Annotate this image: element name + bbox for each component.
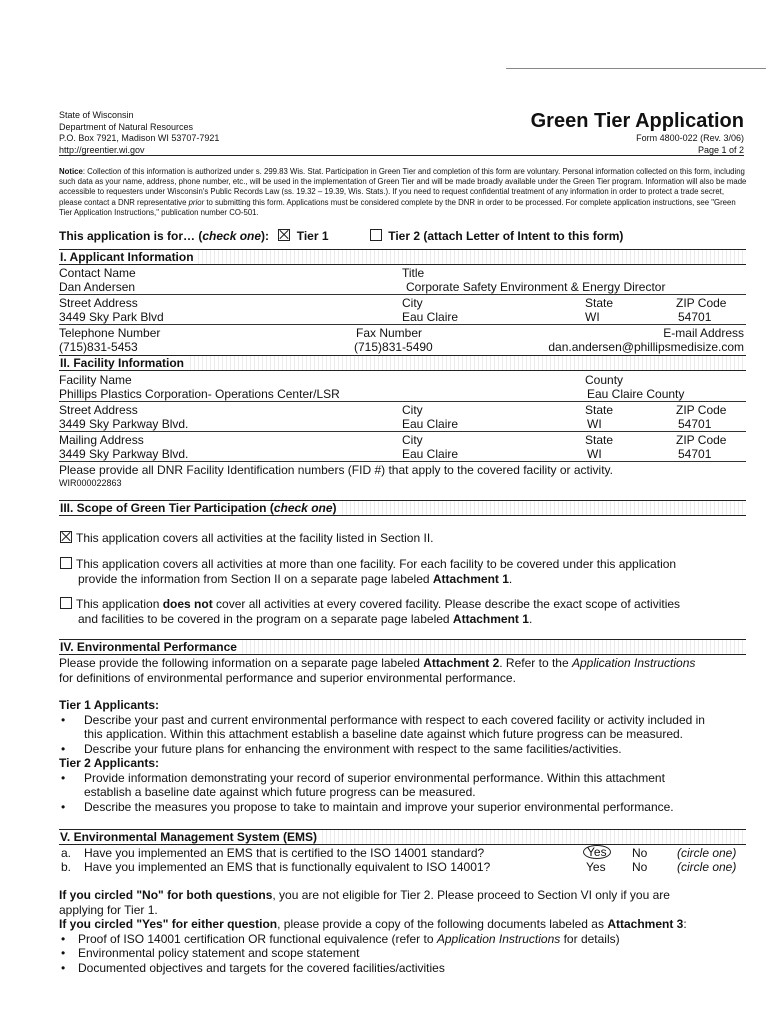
tier-applicants-block — [59, 698, 749, 814]
agency-line: P.O. Box 7921, Madison WI 53707-7921 — [59, 133, 220, 143]
mailing-state-label: State — [585, 433, 614, 447]
agency-url[interactable]: http://greentier.wi.gov — [59, 144, 145, 155]
facility-state-value[interactable]: WI — [587, 417, 602, 431]
question-a-letter: a. — [61, 846, 72, 860]
scope-option-1 — [59, 531, 749, 546]
facility-name-label: Facility Name — [59, 373, 132, 387]
scope-option-2-checkbox[interactable] — [60, 557, 72, 569]
facility-city-value[interactable]: Eau Claire — [402, 417, 459, 431]
notice-paragraph — [59, 167, 747, 218]
tier1-bullet-1 — [59, 713, 749, 742]
scope-option-1-text: This application covers all activities at the facility listed in Section II. — [76, 531, 434, 545]
scope-option-3-bold: does not — [162, 597, 213, 611]
facility-name-value[interactable]: Phillips Plastics Corporation- Operations Center/LSR — [59, 387, 340, 401]
mailing-city-value[interactable]: Eau Claire — [402, 447, 459, 461]
attachment-1-ref: Attachment 1 — [432, 571, 509, 586]
header-rule — [59, 155, 744, 156]
email-value[interactable]: dan.andersen@phillipsmedisize.com — [548, 340, 744, 354]
facility-street-label: Street Address — [59, 403, 138, 417]
zip-label: ZIP Code — [676, 296, 727, 310]
mailing-address-value[interactable]: 3449 Sky Parkway Blvd. — [59, 447, 189, 461]
doc-1-italic: Application Instructions — [436, 931, 561, 946]
question-a-yes-circled[interactable] — [583, 845, 611, 859]
section-2-title: II. Facility Information — [59, 356, 188, 370]
city-label: City — [402, 296, 423, 310]
doc-bullet-1 — [59, 932, 749, 947]
application-type-row — [59, 229, 623, 243]
section-3-heading — [59, 500, 746, 516]
doc-bullet-3: • Documented objectives and targets for the covered facilities/activities — [59, 961, 749, 976]
notice-text-2: to submitting this form. Applications must be considered complete by the DNR in order to be processed. For complete application instructions, see "Green Tier Application Instructions," publication number CO-501. — [59, 197, 736, 217]
mailing-zip-label: ZIP Code — [676, 433, 727, 447]
tier1-bullet-1-line-b: this application. Within this attachment establish a baseline date against which future progress can be measured. — [84, 727, 684, 741]
phone-value[interactable]: (715)831-5453 — [59, 340, 138, 354]
tier2-bullet-2: • Describe the measures you propose to take to maintain and improve your superior environmental performance. — [59, 800, 749, 815]
no-both-text: , you are not eligible for Tier 2. Please proceed to Section VI only if you are — [272, 888, 670, 902]
state-value[interactable]: WI — [585, 310, 600, 324]
scope-option-2-text: This application covers all activities at more than one facility. For each facility to be covered under this application — [76, 557, 677, 571]
scope-option-2-end: . — [508, 571, 513, 586]
mailing-state-value[interactable]: WI — [587, 447, 602, 461]
section-4-intro — [59, 656, 749, 685]
section-1-heading — [59, 249, 746, 265]
facility-state-label: State — [585, 403, 614, 417]
facility-zip-value[interactable]: 54701 — [678, 417, 712, 431]
city-value[interactable]: Eau Claire — [402, 310, 459, 324]
section-3-title-italic: check one — [273, 501, 333, 515]
tier1-applicants-heading: Tier 1 Applicants: — [59, 698, 160, 712]
tier2-bullet-1-line-a: • Provide information demonstrating your record of superior environmental performance. Within this attachment — [84, 770, 665, 785]
section-5-heading — [59, 829, 746, 845]
agency-line: Department of Natural Resources — [59, 121, 194, 132]
yes-either-bold: If you circled "Yes" for either question — [59, 917, 278, 931]
row-divider — [59, 461, 746, 462]
question-b-yes[interactable]: Yes — [586, 860, 606, 874]
section-4-intro-a: Please provide the following information on a separate page labeled — [59, 656, 424, 670]
attachment-1-ref: Attachment 1 — [452, 611, 529, 626]
tier2-applicants-heading: Tier 2 Applicants: — [59, 756, 160, 770]
attachment-3-ref: Attachment 3 — [607, 917, 684, 931]
scope-option-3 — [59, 597, 749, 626]
agency-address-block — [59, 110, 219, 156]
section-1-title: I. Applicant Information — [59, 250, 198, 264]
question-a-text: Have you implemented an EMS that is certified to the ISO 14001 standard? — [84, 846, 485, 860]
doc-1-text-b: for details) — [560, 931, 620, 946]
tier2-label: Tier 2 (attach Letter of Intent to this form) — [388, 229, 624, 243]
yes-either-end: : — [683, 917, 687, 931]
scope-option-3-checkbox[interactable] — [60, 597, 72, 609]
tier2-bullet-1 — [59, 771, 749, 800]
application-instructions-ref: Application Instructions — [571, 656, 696, 670]
scope-option-3-text-b: cover all activities at every covered facility. Please describe the exact scope of activities — [212, 597, 681, 611]
tier1-label: Tier 1 — [296, 229, 329, 243]
section-3-title — [59, 501, 341, 515]
phone-label: Telephone Number — [59, 326, 161, 340]
question-b-letter: b. — [61, 860, 72, 874]
page-number: Page 1 of 2 — [697, 145, 744, 155]
fax-value[interactable]: (715)831-5490 — [354, 340, 433, 354]
question-b-text: Have you implemented an EMS that is functionally equivalent to ISO 14001? — [84, 860, 491, 874]
fid-value[interactable]: WIR000022863 — [59, 478, 122, 488]
application-prompt-end: ): — [261, 229, 270, 243]
fax-label: Fax Number — [356, 326, 423, 340]
section-2-heading — [59, 355, 746, 371]
ems-instructions — [59, 888, 749, 975]
facility-city-label: City — [402, 403, 423, 417]
email-label: E-mail Address — [663, 326, 744, 340]
section-4-intro-b: . Refer to the — [499, 656, 572, 670]
scope-option-3-text-c: and facilities to be covered in the program on a separate page labeled — [78, 611, 453, 626]
yes-circled: Yes — [583, 845, 611, 859]
contact-name-label: Contact Name — [59, 266, 136, 280]
top-rule — [506, 68, 766, 69]
circle-one-hint: (circle one) — [677, 860, 737, 874]
mailing-zip-value[interactable]: 54701 — [678, 447, 712, 461]
scope-option-3-text: This application — [76, 597, 163, 611]
notice-label: Notice — [59, 167, 83, 176]
scope-option-2-text-b: provide the information from Section II on a separate page labeled — [78, 571, 433, 586]
question-b-no[interactable]: No — [632, 860, 648, 874]
no-both-bold: If you circled "No" for both questions — [59, 888, 273, 902]
row-divider — [59, 401, 746, 402]
question-a-no[interactable]: No — [632, 846, 648, 860]
doc-bullet-2: • Environmental policy statement and scope statement — [59, 946, 749, 961]
row-divider — [59, 294, 746, 295]
row-divider — [59, 431, 746, 432]
section-3-title-text: III. Scope of Green Tier Participation ( — [60, 501, 274, 515]
attachment-2-ref: Attachment 2 — [423, 656, 500, 670]
section-3-title-end: ) — [332, 501, 337, 515]
tier2-checkbox[interactable] — [370, 229, 382, 241]
notice-text: : Collection of this information is authorized under s. 299.83 Wis. Stat. Participation in Green Tier and completion of this form are voluntary. Personal information collected on this form, including such data as your name, address, phone number, etc., will be used in the implementation of Green Tier and will be made broadly available under the Green Tier program. Information will also be made accessible to requesters under Wisconsin's Public Records Law (ss. 19.32 – 19.39, Wis. Stats.). If you need to request confidential treatment of any information in order to protect a trade secret, please contact a DNR representative — [59, 167, 747, 207]
scope-option-3-end: . — [528, 611, 533, 626]
notice-italic: prior — [188, 197, 205, 207]
scope-option-1-checkbox[interactable] — [60, 531, 72, 543]
tier2-bullet-1-line-b: establish a baseline date against which future progress can be measured. — [84, 785, 476, 799]
tier1-bullet-2: • Describe your future plans for enhancing the environment with respect to the same facilities/activities. — [59, 742, 749, 757]
section-5-title: V. Environmental Management System (EMS) — [59, 830, 321, 844]
facility-street-value[interactable]: 3449 Sky Parkway Blvd. — [59, 417, 189, 431]
fid-prompt: Please provide all DNR Facility Identification numbers (FID #) that apply to the covered facility or activity. — [59, 463, 614, 477]
form-number: Form 4800-022 (Rev. 3/06) — [636, 133, 744, 143]
street-value[interactable]: 3449 Sky Park Blvd — [59, 310, 164, 324]
agency-line: State of Wisconsin — [59, 110, 134, 120]
section-4-intro-c: for definitions of environmental performance and superior environmental performance. — [59, 670, 516, 685]
application-prompt-italic: check one — [202, 229, 262, 243]
section-4-title: IV. Environmental Performance — [59, 640, 241, 654]
no-both-text-2: applying for Tier 1. — [59, 902, 158, 917]
section-4-heading — [59, 639, 746, 655]
circle-one-hint: (circle one) — [677, 846, 737, 860]
form-title: Green Tier Application — [530, 110, 744, 132]
tier1-bullet-1-line-a: • Describe your past and current environmental performance with respect to each covered facility or activity included in — [84, 712, 705, 727]
mailing-address-label: Mailing Address — [59, 433, 144, 447]
row-divider — [59, 324, 746, 325]
county-label: County — [585, 373, 624, 387]
contact-name-value[interactable]: Dan Andersen — [59, 280, 136, 294]
facility-zip-label: ZIP Code — [676, 403, 727, 417]
application-prompt: This application is for… ( — [59, 229, 203, 243]
county-value[interactable]: Eau Claire County — [587, 387, 685, 401]
title-value[interactable]: Corporate Safety Environment & Energy Director — [406, 280, 666, 294]
street-label: Street Address — [59, 296, 138, 310]
title-label: Title — [402, 266, 425, 280]
state-label: State — [585, 296, 614, 310]
zip-value[interactable]: 54701 — [678, 310, 712, 324]
yes-either-text: , please provide a copy of the following documents labeled as — [277, 917, 608, 931]
doc-1-text: Proof of ISO 14001 certification OR functional equivalence (refer to — [78, 931, 437, 946]
tier1-checkbox[interactable] — [278, 229, 290, 241]
mailing-city-label: City — [402, 433, 423, 447]
scope-option-2 — [59, 557, 749, 586]
